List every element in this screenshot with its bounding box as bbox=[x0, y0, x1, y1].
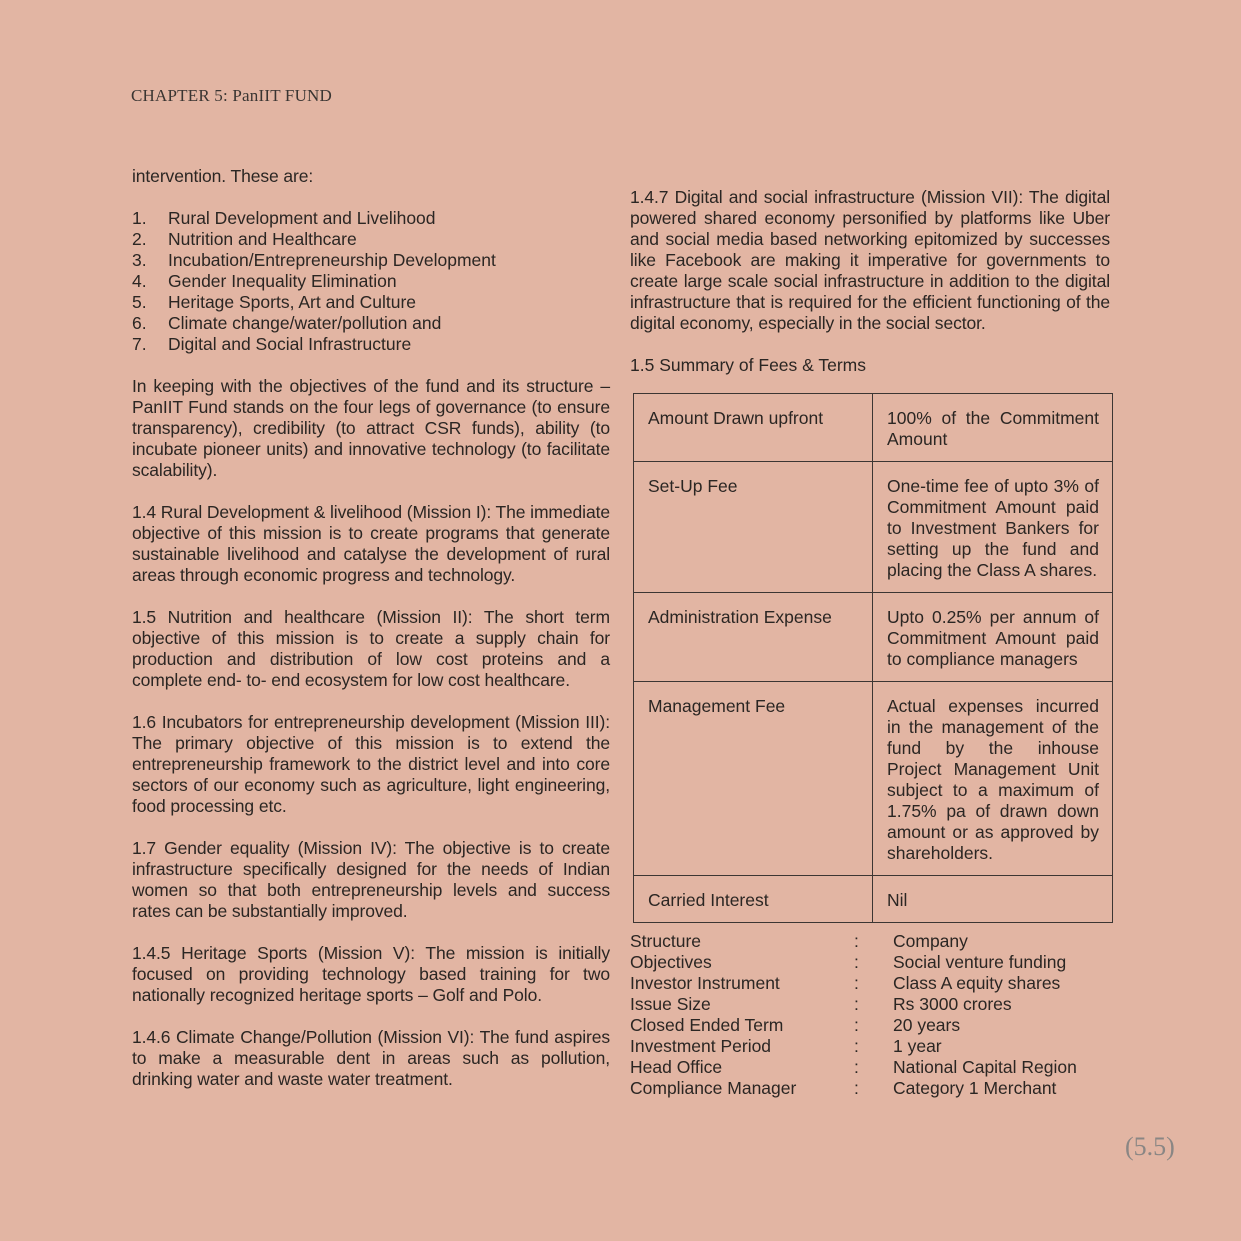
terms-list bbox=[630, 931, 1110, 1099]
chapter-header: CHAPTER 5: PanIIT FUND bbox=[131, 86, 333, 105]
list-label: Rural Development and Livelihood bbox=[168, 208, 436, 228]
fee-value: Upto 0.25% per annum of Commitment Amount paid to compliance managers bbox=[873, 593, 1113, 682]
mission-6-paragraph: 1.4.6 Climate Change/Pollution (Mission VI): The fund aspires to make a measurable dent in areas such as pollution, drinking water and waste water treatment. bbox=[132, 1027, 610, 1089]
governance-paragraph: In keeping with the objectives of the fund and its structure – PanIIT Fund stands on the four legs of governance (to ensure transparency), credibility (to attract CSR funds), ability (to incubate pioneer units) and innovative technology (to facilitate scalability). bbox=[132, 376, 610, 480]
term-separator: : bbox=[854, 973, 859, 993]
term-separator: : bbox=[854, 1015, 859, 1035]
term-row bbox=[630, 1078, 1110, 1099]
fee-value: Nil bbox=[873, 876, 1113, 923]
term-value: Category 1 Merchant bbox=[893, 1078, 1057, 1098]
term-row bbox=[630, 1057, 1110, 1078]
intro-text: intervention. These are: bbox=[132, 166, 314, 186]
term-key: Investor Instrument bbox=[630, 973, 780, 993]
fees-section-title: 1.5 Summary of Fees & Terms bbox=[630, 355, 867, 375]
list-number: 1. bbox=[132, 208, 147, 228]
table-row bbox=[634, 462, 1113, 593]
term-value: Social venture funding bbox=[893, 952, 1067, 972]
term-value: National Capital Region bbox=[893, 1057, 1077, 1077]
term-separator: : bbox=[854, 994, 859, 1014]
list-number: 2. bbox=[132, 229, 147, 249]
mission-5-paragraph: 1.4.5 Heritage Sports (Mission V): The mission is initially focused on providing technology based training for two nationally recognized heritage sports – Golf and Polo. bbox=[132, 943, 610, 1005]
fee-key: Amount Drawn upfront bbox=[634, 394, 873, 462]
term-row bbox=[630, 1015, 1110, 1036]
table-row bbox=[634, 682, 1113, 876]
table-row bbox=[634, 876, 1113, 923]
term-row bbox=[630, 973, 1110, 994]
list-number: 6. bbox=[132, 313, 147, 333]
term-key: Objectives bbox=[630, 952, 712, 972]
page-number: (5.5) bbox=[1125, 1132, 1175, 1161]
mission-7-paragraph: 1.4.7 Digital and social infrastructure (Mission VII): The digital powered shared economy personified by platforms like Uber and social media based networking epitomized by successes like Facebook are making it imperative for governments to create large scale social infrastructure in addition to the digital infrastructure that is required for the efficient functioning of the digital economy, especially in the social sector. bbox=[630, 187, 1110, 333]
term-row bbox=[630, 1036, 1110, 1057]
term-key: Investment Period bbox=[630, 1036, 772, 1056]
list-item bbox=[132, 250, 610, 271]
term-value: 20 years bbox=[893, 1015, 961, 1035]
list-number: 4. bbox=[132, 271, 147, 291]
fee-value: One-time fee of upto 3% of Commitment Amount paid to Investment Bankers for setting up the fund and placing the Class A shares. bbox=[873, 462, 1113, 593]
term-row bbox=[630, 952, 1110, 973]
term-value: Rs 3000 crores bbox=[893, 994, 1012, 1014]
term-separator: : bbox=[854, 952, 859, 972]
list-label: Nutrition and Healthcare bbox=[168, 229, 357, 249]
fees-table bbox=[633, 393, 1113, 923]
term-value: Class A equity shares bbox=[893, 973, 1061, 993]
list-item bbox=[132, 208, 610, 229]
mission-4-paragraph: 1.7 Gender equality (Mission IV): The objective is to create infrastructure specifically designed for the needs of Indian women so that both entrepreneurship levels and success rates can be substantially improved. bbox=[132, 838, 610, 921]
term-key: Structure bbox=[630, 931, 701, 951]
list-item bbox=[132, 271, 610, 292]
list-number: 3. bbox=[132, 250, 147, 270]
fee-key: Set-Up Fee bbox=[634, 462, 873, 593]
mission-list bbox=[132, 208, 610, 355]
list-item bbox=[132, 229, 610, 250]
term-key: Compliance Manager bbox=[630, 1078, 797, 1098]
term-value: 1 year bbox=[893, 1036, 942, 1056]
term-row bbox=[630, 931, 1110, 952]
table-row bbox=[634, 394, 1113, 462]
list-label: Gender Inequality Elimination bbox=[168, 271, 397, 291]
list-item bbox=[132, 292, 610, 313]
term-separator: : bbox=[854, 1036, 859, 1056]
list-label: Incubation/Entrepreneurship Development bbox=[168, 250, 496, 270]
term-key: Head Office bbox=[630, 1057, 723, 1077]
mission-1-paragraph: 1.4 Rural Development & livelihood (Mission I): The immediate objective of this mission is to create programs that generate sustainable livelihood and catalyse the development of rural areas through economic progress and technology. bbox=[132, 502, 610, 585]
term-key: Issue Size bbox=[630, 994, 711, 1014]
term-separator: : bbox=[854, 1057, 859, 1077]
fee-value: Actual expenses incurred in the management of the fund by the inhouse Project Management Unit subject to a maximum of 1.75% pa of drawn down amount or as approved by shareholders. bbox=[873, 682, 1113, 876]
list-label: Heritage Sports, Art and Culture bbox=[168, 292, 417, 312]
term-value: Company bbox=[893, 931, 968, 951]
list-item bbox=[132, 313, 610, 334]
list-number: 5. bbox=[132, 292, 147, 312]
list-label: Climate change/water/pollution and bbox=[168, 313, 442, 333]
term-separator: : bbox=[854, 1078, 859, 1098]
table-row bbox=[634, 593, 1113, 682]
mission-3-paragraph: 1.6 Incubators for entrepreneurship development (Mission III): The primary objective of this mission is to extend the entrepreneurship framework to the district level and into core sectors of our economy such as agriculture, light engineering, food processing etc. bbox=[132, 712, 610, 816]
fee-key: Administration Expense bbox=[634, 593, 873, 682]
right-column bbox=[630, 187, 1110, 1099]
list-item bbox=[132, 334, 610, 355]
left-column bbox=[132, 166, 610, 1090]
term-row bbox=[630, 994, 1110, 1015]
mission-2-paragraph: 1.5 Nutrition and healthcare (Mission II): The short term objective of this mission is to create a supply chain for production and distribution of low cost proteins and a complete end- to- end ecosystem for low cost healthcare. bbox=[132, 607, 610, 690]
list-number: 7. bbox=[132, 334, 147, 354]
term-key: Closed Ended Term bbox=[630, 1015, 784, 1035]
fee-key: Carried Interest bbox=[634, 876, 873, 923]
fee-value: 100% of the Commitment Amount bbox=[873, 394, 1113, 462]
term-separator: : bbox=[854, 931, 859, 951]
list-label: Digital and Social Infrastructure bbox=[168, 334, 412, 354]
fee-key: Management Fee bbox=[634, 682, 873, 876]
